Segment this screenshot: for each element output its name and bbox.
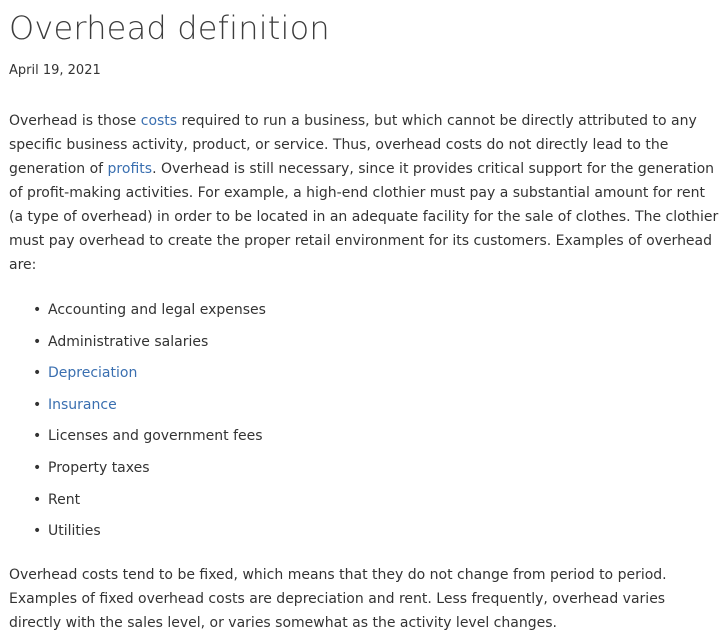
bullet-icon: • [33,365,42,382]
intro-paragraph [9,109,719,277]
overhead-examples-list [9,300,719,541]
bullet-icon: • [33,302,42,318]
intro-text-2: required to run a business, but which cannot be directly attributed to any specific business activity, product, or service. Thus, overhead costs do not directly lead to the generation of [9,113,697,177]
list-item [9,521,719,541]
list-item-text: Licenses and government fees [48,428,263,445]
depreciation-link[interactable]: Depreciation [48,365,138,382]
list-item [9,458,719,478]
bullet-icon: • [33,428,42,445]
list-item [9,490,719,510]
list-item-text: Property taxes [48,459,150,476]
closing-paragraph: Overhead costs tend to be fixed, which means that they do not change from period to period. Examples of fixed overhead costs are depreciation and rent. Less frequently, overhead varies directly with the sales level, or varies somewhat as the activity level changes. [9,567,667,632]
list-item-text: Administrative salaries [48,333,209,350]
profits-link[interactable]: profits [107,161,153,177]
insurance-link[interactable]: Insurance [48,396,117,413]
list-item-text: Accounting and legal expenses [48,302,266,318]
list-item [9,426,719,446]
list-item-text: Utilities [48,523,101,540]
bullet-icon: • [33,333,42,350]
bullet-icon: • [33,396,42,413]
list-item [9,332,719,352]
bullet-icon: • [33,491,42,508]
list-item [9,300,719,320]
list-item [9,363,719,383]
bullet-icon: • [33,459,42,476]
page-title: Overhead definition [9,9,330,47]
intro-text-1: Overhead is those [9,113,141,129]
intro-text-3: . Overhead is still necessary, since it provides critical support for the generation of profit-making activities. For example, a high-end clothier must pay a substantial amount for rent (a type of overhead) in order to be located in an adequate facility for the sale of clothes. The clothier must pay overhead to create the proper retail environment for its customers. Examples of overhead are: [9,161,719,273]
bullet-icon: • [33,523,42,540]
list-item [9,395,719,415]
list-item-text: Rent [48,491,81,508]
publish-date: April 19, 2021 [9,63,101,78]
costs-link[interactable]: costs [140,113,178,129]
